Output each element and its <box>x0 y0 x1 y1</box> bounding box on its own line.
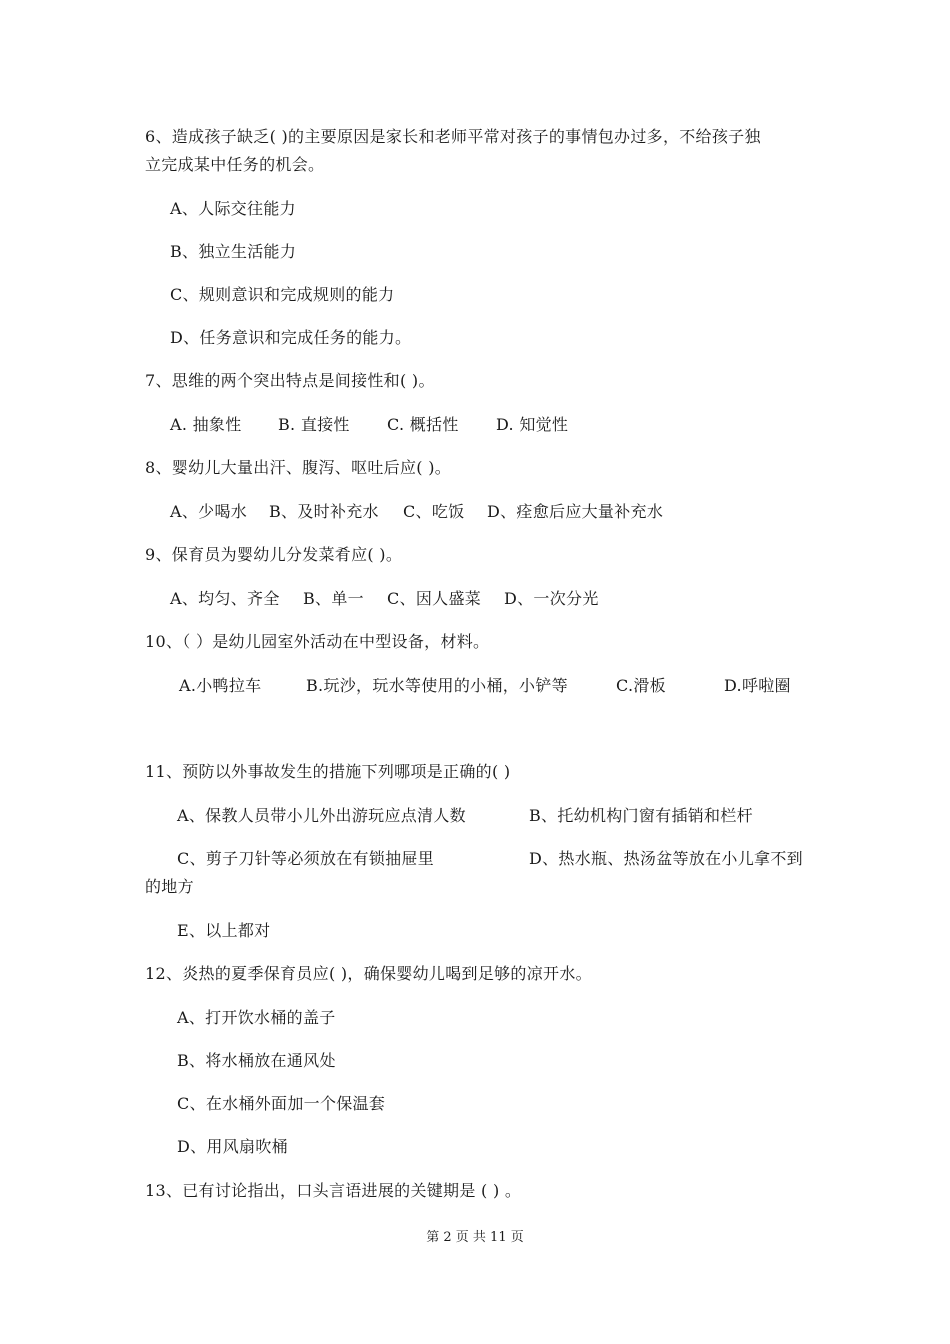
question-12-option-a: A、打开饮水桶的盖子 <box>177 1008 336 1027</box>
question-9-option-d: D、一次分光 <box>504 589 599 608</box>
question-8-option-b: B、及时补充水 <box>269 502 379 521</box>
question-7-stem: 7、思维的两个突出特点是间接性和( )。 <box>145 371 435 390</box>
question-8-option-c: C、吃饭 <box>403 502 465 521</box>
question-9-option-a: A、均匀、齐全 <box>170 589 280 608</box>
question-13-stem: 13、已有讨论指出，口头言语进展的关键期是 ( ) 。 <box>145 1181 522 1200</box>
question-10-stem: 10、（ ）是幼儿园室外活动在中型设备，材料。 <box>145 632 490 651</box>
question-11-option-d-line1: D、热水瓶、热汤盆等放在小儿拿不到 <box>529 849 803 868</box>
question-7-option-b: B. 直接性 <box>278 415 350 434</box>
question-8-option-a: A、少喝水 <box>170 502 248 521</box>
question-6-option-c: C、规则意识和完成规则的能力 <box>170 285 395 304</box>
question-10-option-c: C.滑板 <box>616 676 666 695</box>
question-11-option-d-line2: 的地方 <box>145 877 194 896</box>
question-11-option-a: A、保教人员带小儿外出游玩应点清人数 <box>177 806 466 825</box>
question-6-option-b: B、独立生活能力 <box>170 242 297 261</box>
question-12-option-c: C、在水桶外面加一个保温套 <box>177 1094 386 1113</box>
question-7-option-a: A. 抽象性 <box>170 415 242 434</box>
question-6-stem-line1: 6、造成孩子缺乏( )的主要原因是家长和老师平常对孩子的事情包办过多，不给孩子独 <box>145 127 761 146</box>
question-11-option-c: C、剪子刀针等必须放在有锁抽屉里 <box>177 849 435 868</box>
question-11-option-b: B、托幼机构门窗有插销和栏杆 <box>529 806 753 825</box>
question-8-stem: 8、婴幼儿大量出汗、腹泻、呕吐后应( )。 <box>145 458 452 477</box>
question-10-option-b: B.玩沙，玩水等使用的小桶，小铲等 <box>306 676 568 695</box>
question-7-option-c: C. 概括性 <box>387 415 459 434</box>
question-9-option-b: B、单一 <box>303 589 364 608</box>
question-12-option-d: D、用风扇吹桶 <box>177 1137 288 1156</box>
question-9-option-c: C、因人盛菜 <box>387 589 482 608</box>
question-6-stem-line2: 立完成某中任务的机会。 <box>145 155 325 174</box>
question-6-option-a: A、人际交往能力 <box>170 199 296 218</box>
question-6-option-d: D、任务意识和完成任务的能力。 <box>170 328 412 347</box>
question-7-option-d: D. 知觉性 <box>496 415 569 434</box>
question-11-option-e: E、以上都对 <box>177 921 271 940</box>
question-12-stem: 12、炎热的夏季保育员应( )，确保婴幼儿喝到足够的凉开水。 <box>145 964 592 983</box>
question-10-option-a: A.小鸭拉车 <box>179 676 262 695</box>
question-11-stem: 11、预防以外事故发生的措施下列哪项是正确的( ) <box>145 762 511 781</box>
question-9-stem: 9、保育员为婴幼儿分发菜肴应( )。 <box>145 545 403 564</box>
question-10-option-d: D.呼啦圈 <box>724 676 791 695</box>
page-footer: 第 2 页 共 11 页 <box>426 1230 524 1245</box>
question-12-option-b: B、将水桶放在通风处 <box>177 1051 336 1070</box>
question-8-option-d: D、痊愈后应大量补充水 <box>487 502 664 521</box>
